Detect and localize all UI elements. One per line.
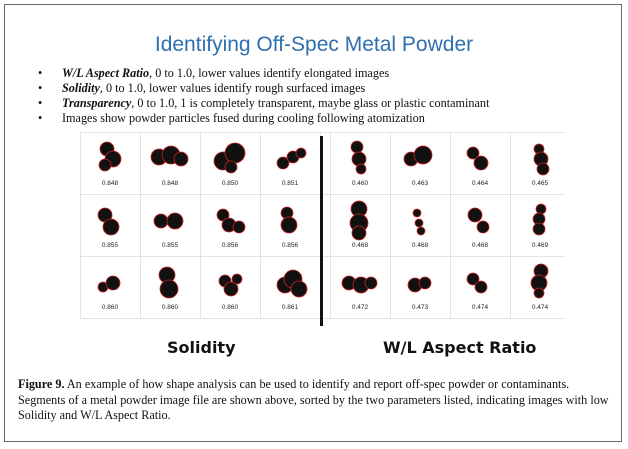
particle-image: [207, 261, 253, 301]
bullet-item: [38, 81, 618, 96]
particle-blob: [474, 156, 488, 170]
bullet-term: Solidity: [62, 81, 100, 95]
particle-blob: [417, 227, 425, 235]
bullet-item: [38, 96, 618, 111]
particle-blob: [296, 148, 306, 158]
particle-blob: [413, 209, 421, 217]
caption-text: An example of how shape analysis can be used to identify and report off-spec powder or contaminants. Segments of a metal powder image file are shown above, sorted by the two parameters listed, indicating images with low Solidity and W/L Aspect Ratio.: [18, 377, 609, 422]
aspect-ratio-label: W/L Aspect Ratio: [383, 338, 537, 357]
aspect-particle-cell: [391, 195, 449, 255]
aspect-particle-cell: [331, 195, 389, 255]
particle-value: 0.856: [281, 242, 299, 249]
particle-blob: [475, 281, 487, 293]
particle-value: 0.861: [281, 304, 299, 311]
bullet-term: Transparency: [62, 96, 132, 110]
particle-image: [147, 261, 193, 301]
particle-image: [517, 261, 563, 301]
particle-value: 0.468: [351, 242, 369, 249]
solidity-particle-cell: [201, 195, 259, 255]
particle-blob: [537, 163, 549, 175]
aspect-particle-cell: [451, 257, 509, 317]
particle-image: [267, 199, 313, 239]
particle-image: [267, 137, 313, 177]
particle-image: [517, 137, 563, 177]
particle-value: 0.848: [101, 180, 119, 187]
particle-blob: [468, 208, 482, 222]
particle-value: 0.855: [161, 242, 179, 249]
particle-blob: [352, 226, 366, 240]
bullet-list: [38, 66, 618, 126]
particle-image: [337, 137, 383, 177]
particle-image: [457, 199, 503, 239]
solidity-particle-cell: [201, 133, 259, 193]
aspect-particle-cell: [391, 257, 449, 317]
bullet-item: [38, 111, 618, 126]
particle-blob: [154, 214, 168, 228]
particle-blob: [414, 146, 432, 164]
particle-blob: [233, 221, 245, 233]
particle-image: [397, 261, 443, 301]
solidity-label: Solidity: [167, 338, 236, 357]
particle-blob: [351, 141, 363, 153]
particle-blob: [281, 217, 297, 233]
particle-image: [337, 261, 383, 301]
solidity-particle-cell: [81, 257, 139, 317]
particle-image: [147, 199, 193, 239]
particle-value: 0.855: [101, 242, 119, 249]
solidity-particle-cell: [81, 195, 139, 255]
particle-value: 0.460: [351, 180, 369, 187]
particle-image: [207, 137, 253, 177]
aspect-particle-cell: [391, 133, 449, 193]
aspect-particle-cell: [331, 133, 389, 193]
particle-value: 0.469: [531, 242, 549, 249]
particle-blob: [352, 152, 366, 166]
particle-blob: [232, 274, 242, 284]
particle-value: 0.468: [471, 242, 489, 249]
particle-blob: [225, 161, 237, 173]
solidity-particle-cell: [141, 133, 199, 193]
particle-blob: [419, 277, 431, 289]
particle-blob: [225, 143, 245, 163]
particle-blob: [365, 277, 377, 289]
particle-blob: [167, 213, 183, 229]
particle-value: 0.464: [471, 180, 489, 187]
particle-value: 0.473: [411, 304, 429, 311]
particle-blob: [477, 221, 489, 233]
bullet-text: , 0 to 1.0, lower values identify rough surfaced images: [99, 81, 366, 95]
particle-value: 0.856: [221, 242, 239, 249]
particle-value: 0.465: [531, 180, 549, 187]
particle-image: [337, 199, 383, 239]
particle-value: 0.463: [411, 180, 429, 187]
particle-value: 0.860: [161, 304, 179, 311]
particle-blob: [160, 280, 178, 298]
aspect-particle-cell: [511, 133, 569, 193]
particle-blob: [291, 281, 307, 297]
particle-image: [87, 261, 133, 301]
bullet-text: , 0 to 1.0, 1 is completely transparent, maybe glass or plastic contaminant: [131, 96, 490, 110]
particle-image: [397, 199, 443, 239]
particle-image: [517, 199, 563, 239]
particle-image: [397, 137, 443, 177]
aspect-particle-cell: [451, 133, 509, 193]
particle-blob: [99, 159, 111, 171]
particle-value: 0.850: [221, 180, 239, 187]
particle-value: 0.848: [161, 180, 179, 187]
bullet-text: , 0 to 1.0, lower values identify elongated images: [149, 66, 390, 80]
solidity-particle-cell: [141, 195, 199, 255]
particle-value: 0.468: [411, 242, 429, 249]
bullet-item: [38, 66, 618, 81]
particle-blob: [536, 204, 546, 214]
aspect-particle-cell: [511, 195, 569, 255]
particle-blob: [534, 288, 544, 298]
slide-title: Identifying Off-Spec Metal Powder: [154, 33, 474, 56]
aspect-particle-cell: [331, 257, 389, 317]
particle-image: [87, 137, 133, 177]
solidity-particle-cell: [81, 133, 139, 193]
particle-value: 0.474: [531, 304, 549, 311]
bullet-text: Images show powder particles fused during cooling following atomization: [62, 111, 425, 125]
particle-blob: [356, 164, 366, 174]
bullet-term: W/L Aspect Ratio: [62, 66, 150, 80]
particle-value: 0.860: [221, 304, 239, 311]
particle-blob: [103, 219, 119, 235]
solidity-particle-cell: [261, 133, 319, 193]
solidity-particle-cell: [201, 257, 259, 317]
particle-value: 0.851: [281, 180, 299, 187]
particle-blob: [415, 219, 423, 227]
particle-image: [87, 199, 133, 239]
solidity-particle-cell: [261, 195, 319, 255]
particle-value: 0.860: [101, 304, 119, 311]
particle-value: 0.474: [471, 304, 489, 311]
particle-image: [457, 137, 503, 177]
particle-image: [147, 137, 193, 177]
aspect-particle-cell: [451, 195, 509, 255]
particle-image: [457, 261, 503, 301]
particle-blob: [106, 276, 120, 290]
particle-blob: [174, 152, 188, 166]
aspect-particle-cell: [511, 257, 569, 317]
particle-value: 0.472: [351, 304, 369, 311]
solidity-particle-cell: [261, 257, 319, 317]
particle-image: [267, 261, 313, 301]
particle-image: [207, 199, 253, 239]
panel-divider: [320, 136, 323, 326]
caption-lead: Figure 9.: [18, 377, 65, 391]
solidity-particle-cell: [141, 257, 199, 317]
figure-caption: [18, 377, 610, 424]
particle-blob: [533, 223, 545, 235]
